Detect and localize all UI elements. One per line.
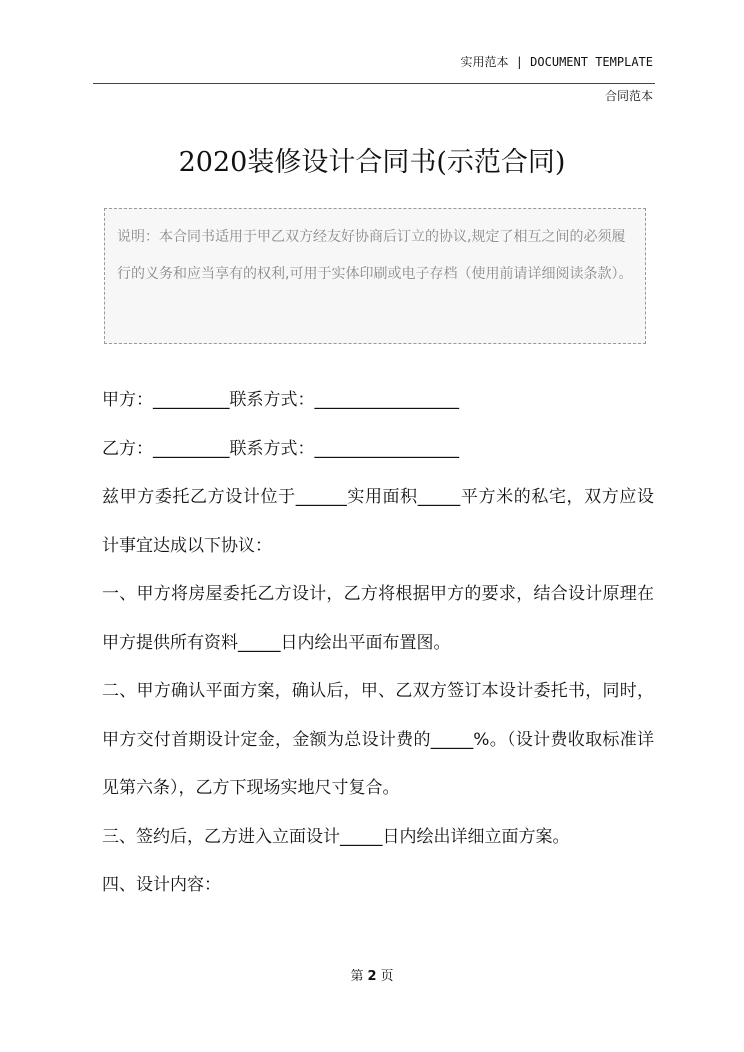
footer-prefix: 第 [350,969,364,984]
header-contract-label: 合同范本 [604,89,653,103]
page-footer [0,965,744,984]
clause-four: 四、设计内容： [102,875,221,895]
clause-three: 三、签约后，乙方进入立面设计_____日内绘出详细立面方案。 [102,826,570,847]
page-number: 2 [367,969,377,984]
intro-paragraph: 兹甲方委托乙方设计位于______实用面积_____平方米的私宅，双方应设计事宜达成以下协议： [102,487,654,556]
party-b-line: 乙方：_________联系方式：_________________ [102,438,459,459]
clause-one: 一、甲方将房屋委托乙方设计，乙方将根据甲方的要求，结合设计原理在甲方提供所有资料_____日内绘出平面布置图。 [102,584,654,653]
contract-body [102,376,654,910]
footer-suffix: 页 [380,969,394,984]
party-a-line: 甲方：_________联系方式：_________________ [102,390,459,410]
document-title: 2020装修设计合同书(示范合同) [178,147,566,178]
note-text: 说明：本合同书适用于甲乙双方经友好协商后订立的协议,规定了相互之间的必须履行的义务和应当享有的权利,可用于实体印刷或电子存档（使用前请详细阅读条款）。 [117,229,633,282]
clause-two: 二、甲方确认平面方案，确认后，甲、乙双方签订本设计委托书，同时，甲方交付首期设计定金，金额为总设计费的_____%。（设计费收取标准详见第六条），乙方下现场实地尺寸复合。 [102,681,654,798]
header-document-template-label: 实用范本 | DOCUMENT TEMPLATE [460,55,653,69]
header-divider [93,83,655,84]
note-box [104,208,646,344]
